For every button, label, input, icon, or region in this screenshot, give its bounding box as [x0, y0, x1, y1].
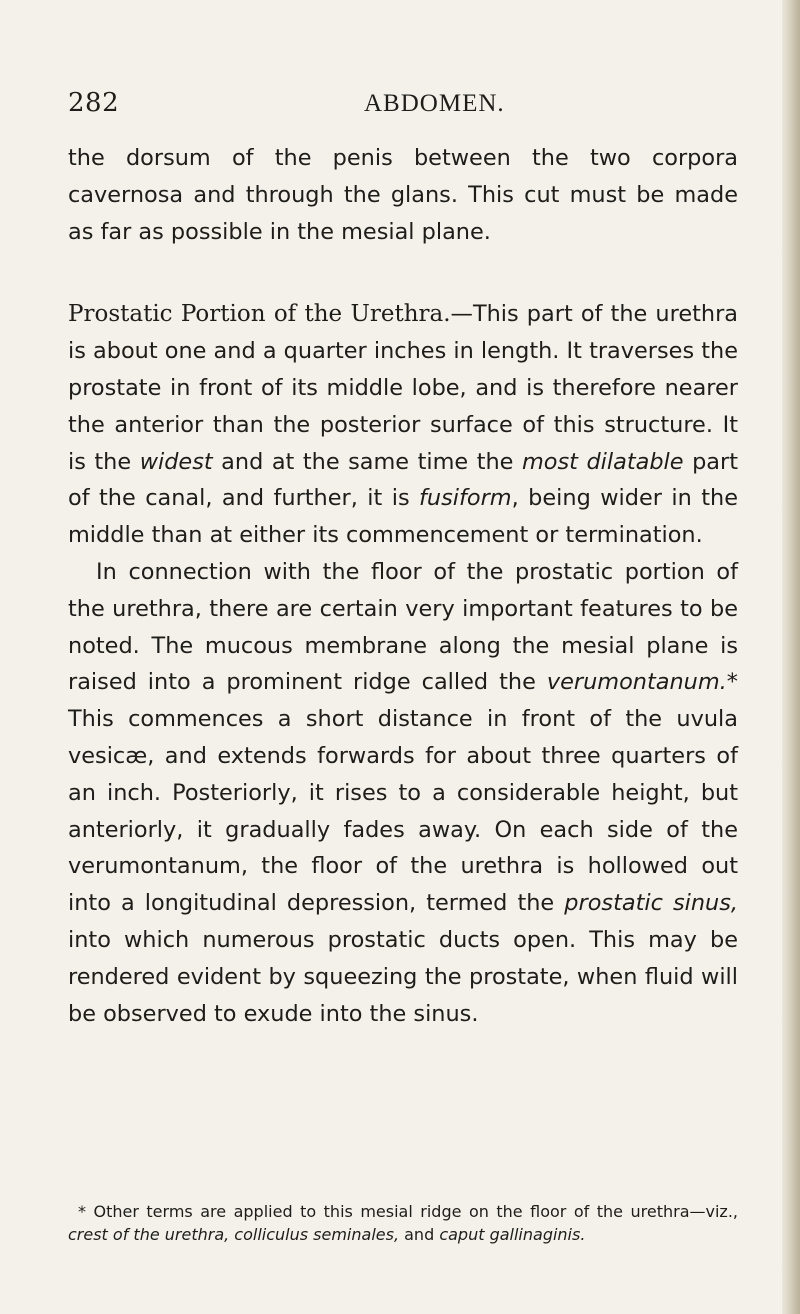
- text-span: part of the canal, and further, it is: [68, 448, 738, 512]
- italic-term: crest of the urethra, colliculus seminales,: [68, 1225, 400, 1244]
- text-span: and at the same time the: [212, 448, 522, 475]
- footnote: [68, 1200, 738, 1246]
- italic-term: prostatic sinus,: [564, 890, 738, 917]
- paragraph-continuation: the dorsum of the penis between the two corpora cavernosa and through the glans. This cut must be made as far as possible in the mesial plane.: [68, 145, 738, 245]
- footnote-marker: *: [726, 669, 738, 696]
- italic-term: fusiform: [419, 485, 512, 512]
- text-span: This commences a short distance in front of the uvula vesicæ, and extends forwards for about three quarters of an inch. Posteriorly, it rises to a considerable height, but anteriorly, it gradually fades away. On each side of the verumontanum, the floor of the urethra is hollowed out into a longitudinal depression, termed the: [68, 706, 738, 917]
- paragraph-verumontanum: [68, 554, 738, 1032]
- page-number: 282: [68, 88, 120, 118]
- italic-term: widest: [139, 448, 213, 475]
- text-span: —This part of the urethra is about one and a quarter inches in length. It traverses the prostate in front of its middle lobe, and is therefore nearer the anterior than the posterior surface of this structure. It is the: [68, 301, 738, 475]
- body-text: [68, 140, 738, 1032]
- footnote-text: [68, 1200, 738, 1246]
- text-span: and: [399, 1225, 440, 1244]
- text-span: , being wider in the middle than at either its commencement or termination.: [68, 485, 738, 549]
- text-span: into which numerous prostatic ducts open. This may be rendered evident by squeezing the prostate, when fluid will be observed to exude into the sinus.: [68, 926, 738, 1027]
- italic-term: caput gallinaginis.: [439, 1225, 586, 1244]
- running-head: ABDOMEN.: [364, 90, 505, 117]
- italic-term: most dilatable: [521, 448, 684, 475]
- text-span: In connection with the floor of the prostatic portion of the urethra, there are certain very important features to be noted. The mucous membrane along the mesial plane is raised into a prominent ridge called the: [68, 558, 738, 696]
- page-edge-shadow: [782, 0, 800, 1314]
- italic-term: verumontanum.: [546, 669, 727, 696]
- paragraph-prostatic-portion: [68, 296, 738, 554]
- page-header: [68, 88, 738, 124]
- section-title: Prostatic Portion of the Urethra.: [68, 301, 451, 328]
- text-span: * Other terms are applied to this mesial ridge on the floor of the urethra—viz.,: [78, 1202, 738, 1221]
